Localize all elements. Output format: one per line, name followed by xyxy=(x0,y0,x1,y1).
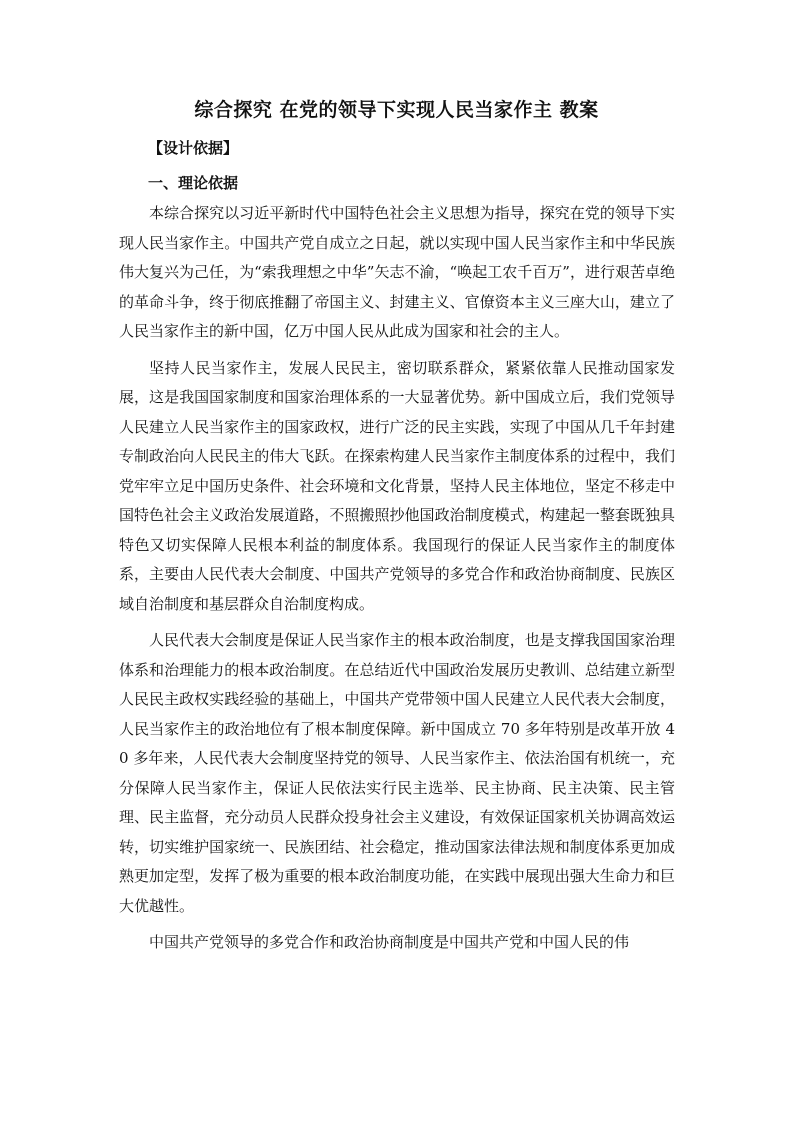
paragraph: 坚持人民当家作主，发展人民民主，密切联系群众，紧紧依靠人民推动国家发展，这是我国国家制度和国家治理体系的一大显著优势。新中国成立后，我们党领导人民建立人民当家作主的国家政权，进行广泛的民主实践，实现了中国从几千年封建专制政治向人民民主的伟大飞跃。在探索构建人民当家作主制度体系的过程中，我们党牢牢立足中国历史条件、社会环境和文化背景，坚持人民主体地位，坚定不移走中国特色社会主义政治发展道路，不照搬照抄他国政治制度模式，构建起一整套既独具特色又切实保障人民根本利益的制度体系。我国现行的保证人民当家作主的制度体系，主要由人民代表大会制度、中国共产党领导的多党合作和政治协商制度、民族区域自治制度和基层群众自治制度构成。 xyxy=(119,358,675,613)
document-title: 综合探究 在党的领导下实现人民当家作主 教案 xyxy=(194,99,599,121)
section-label: 【设计依据】 xyxy=(148,139,239,157)
sub-heading: 一、理论依据 xyxy=(148,174,239,192)
body-text xyxy=(119,199,675,965)
paragraph: 人民代表大会制度是保证人民当家作主的根本政治制度，也是支撑我国国家治理体系和治理能力的根本政治制度。在总结近代中国政治发展历史教训、总结建立新型人民民主政权实践经验的基础上，中国共产党带领中国人民建立人民代表大会制度，人民当家作主的政治地位有了根本制度保障。新中国成立 70 多年特别是改革开放 40 多年来，人民代表大会制度坚持党的领导、人民当家作主、依法治国有机统一，充分保障人民当家作主，保证人民依法实行民主选举、民主协商、民主决策、民主管理、民主监督，充分动员人民群众投身社会主义建设，有效保证国家机关协调高效运转，切实维护国家统一、民族团结、社会稳定，推动国家法律法规和制度体系更加成熟更加定型，发挥了极为重要的根本政治制度功能，在实践中展现出强大生命力和巨大优越性。 xyxy=(119,631,675,915)
paragraph: 本综合探究以习近平新时代中国特色社会主义思想为指导，探究在党的领导下实现人民当家作主。中国共产党自成立之日起，就以实现中国人民当家作主和中华民族伟大复兴为己任，为“索我理想之中华”矢志不渝，“唤起工农千百万”，进行艰苦卓绝的革命斗争，终于彻底推翻了帝国主义、封建主义、官僚资本主义三座大山，建立了人民当家作主的新中国，亿万中国人民从此成为国家和社会的主人。 xyxy=(119,204,675,340)
paragraph: 中国共产党领导的多党合作和政治协商制度是中国共产党和中国人民的伟 xyxy=(149,933,630,951)
